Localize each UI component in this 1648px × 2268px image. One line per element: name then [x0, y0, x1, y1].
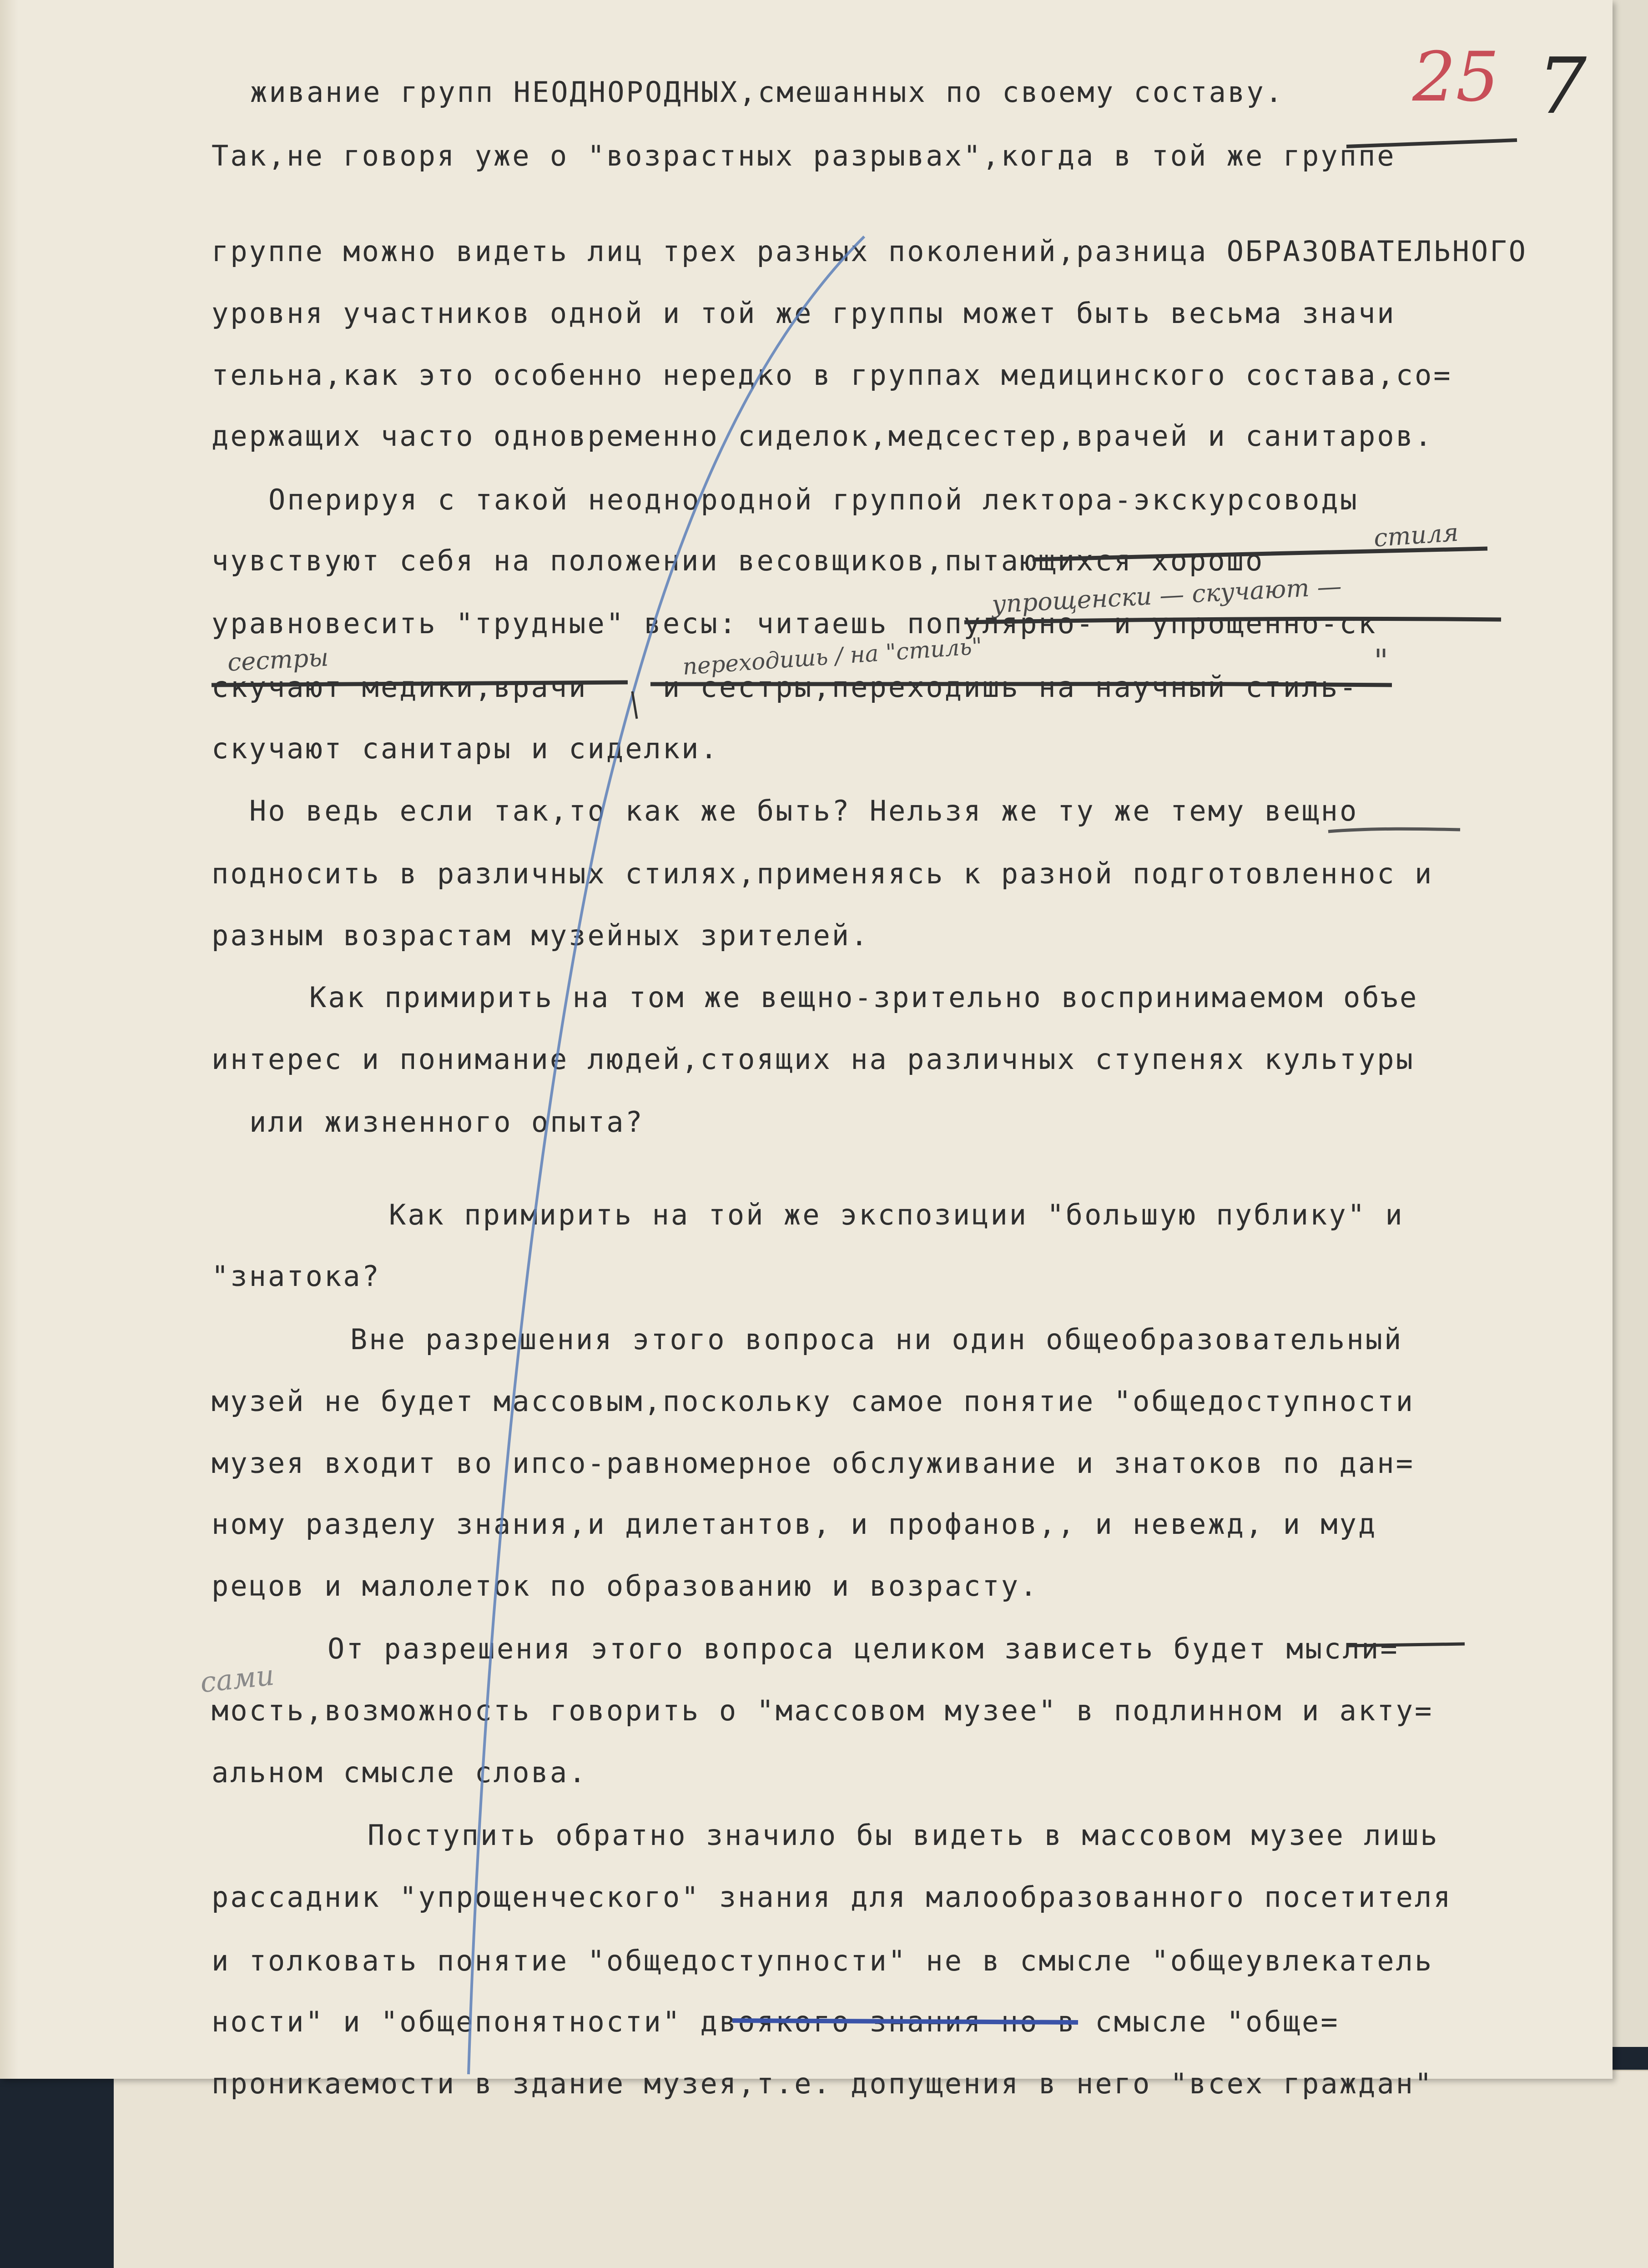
text-line-3: группе можно видеть лиц трех разных поколений,разница ОБРАЗОВАТЕЛЬНОГО	[212, 235, 1527, 268]
text-line-13: подносить в различных стилях,применяясь к разной подготовленнос и	[212, 857, 1434, 890]
strike-line-9	[964, 619, 1501, 622]
text-line-28: Поступить обратно значило бы видеть в массовом музее лишь	[368, 1819, 1439, 1852]
text-line-18: Как примирить на той же экспозиции "большую публику" и	[389, 1198, 1404, 1231]
text-line-17: или жизненного опыта?	[249, 1105, 644, 1139]
text-line-2: Так,не говоря уже о "возрастных разрывах",когда в той же группе	[212, 139, 1396, 172]
text-line-5: тельна,как это особенно нередко в группах медицинского состава,со=	[212, 358, 1452, 392]
text-line-9: уравновесить "трудные" весы: читаешь популярно- и упрощенно-ск	[212, 607, 1377, 640]
caret-mark	[632, 691, 637, 719]
handwritten-uproshchenski: упрощенски — скучают —	[991, 571, 1342, 619]
text-line-25: От разрешения этого вопроса целиком зависеть будет мысли=	[328, 1632, 1399, 1665]
text-line-14: разным возрастам музейных зрителей.	[212, 919, 870, 952]
text-line-27: альном смысле слова.	[212, 1756, 588, 1789]
folio-number-red: 25	[1412, 38, 1499, 117]
strike-line-2	[1346, 140, 1517, 146]
strike-line-10a	[212, 682, 628, 685]
strike-line-10b	[650, 683, 1392, 685]
text-line-19: "знатока?	[212, 1260, 381, 1293]
handwritten-ditto-mark: "	[1374, 642, 1389, 680]
text-line-12: Но ведь если так,то как же быть? Нельзя же ту же тему вещно	[249, 794, 1359, 827]
text-line-15: Как примирить на том же вещно-зрительно воспринимаемом объе	[309, 981, 1419, 1014]
handwritten-perekhodish: переходишь / на "стиль"	[681, 633, 983, 680]
text-line-4: уровня участников одной и той же группы может быть весьма значи	[212, 297, 1396, 330]
underline-veshchno	[1328, 829, 1460, 832]
text-line-11: скучают санитары и сиделки.	[212, 732, 719, 765]
text-line-16: интерес и понимание людей,стоящих на различных ступенях культуры	[212, 1043, 1415, 1076]
folio-number-black: 7	[1537, 41, 1587, 131]
text-line-1: живание групп НЕОДНОРОДНЫХ,смешанных по своему составу.	[250, 76, 1284, 109]
text-line-10: скучают медики,врачи и сестры,переходишь на научный стиль-	[212, 670, 1358, 704]
text-line-7: Оперируя с такой неоднородной группой лектора-экскурсоводы	[268, 483, 1359, 516]
text-line-8: чувствуют себя на положении весовщиков,пытающихся хорошо	[212, 544, 1265, 577]
strike-line-8	[1033, 549, 1487, 559]
strike-line-31-blue	[732, 2021, 1078, 2022]
text-line-6: держащих часто одновременно сиделок,медсестер,врачей и санитаров.	[212, 419, 1434, 453]
text-line-31: ности" и "общепонятности" двоякого знания но в смысле "обще=	[212, 2005, 1340, 2038]
handwritten-stila: стиля	[1372, 518, 1460, 553]
strike-line-25	[1346, 1644, 1465, 1646]
text-line-22: музея входит во ипсо-равномерное обслуживание и знатоков по дан=	[212, 1446, 1415, 1480]
text-line-26: мость,возможность говорить о "массовом музее" в подлинном и акту=	[212, 1694, 1434, 1727]
text-line-24: рецов и малолеток по образованию и возрасту.	[212, 1569, 1039, 1603]
text-line-30: и толковать понятие "общедоступности" не в смысле "общеувлекатель	[212, 1944, 1434, 1977]
text-line-29: рассадник "упрощенческого" знания для малообразованного посетителя	[212, 1880, 1452, 1914]
handwritten-sami: сами	[198, 1658, 276, 1699]
blue-pencil-stroke	[469, 237, 864, 2074]
text-line-32: проникаемости в здание музея,т.е. допущения в него "всех граждан"	[212, 2067, 1434, 2100]
text-line-23: ному разделу знания,и дилетантов, и профанов,, и невежд, и муд	[212, 1507, 1377, 1541]
text-line-21: музей не будет массовым,поскольку самое понятие "общедоступности	[212, 1385, 1415, 1418]
handwritten-sestry: сестры	[227, 643, 329, 677]
text-line-20: Вне разрешения этого вопроса ни один общеобразовательный	[350, 1323, 1403, 1356]
